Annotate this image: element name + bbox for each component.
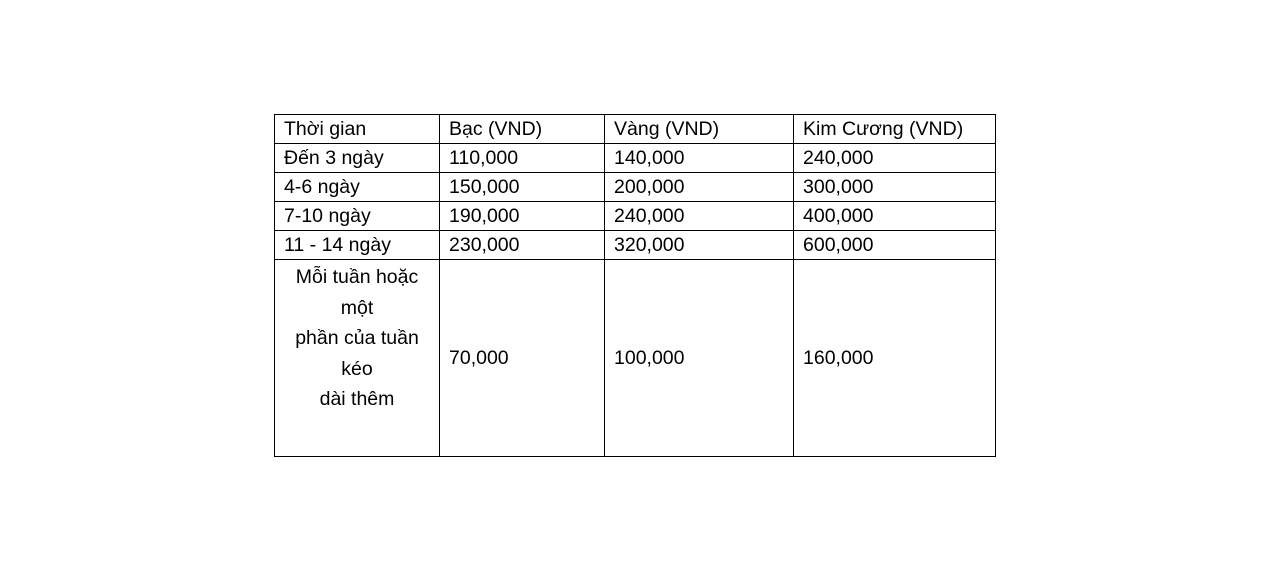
table-row xyxy=(275,202,996,231)
price-table xyxy=(274,114,996,457)
extension-label-cell xyxy=(275,260,440,457)
header-cell-gold: Vàng (VND) xyxy=(605,115,794,144)
silver-price-cell: 230,000 xyxy=(440,231,605,260)
silver-price-cell: 190,000 xyxy=(440,202,605,231)
table-row xyxy=(275,144,996,173)
diamond-price-cell: 160,000 xyxy=(794,260,996,457)
gold-price-cell: 320,000 xyxy=(605,231,794,260)
extension-label-line: một xyxy=(340,296,374,319)
table-row xyxy=(275,173,996,202)
duration-cell: 7-10 ngày xyxy=(275,202,440,231)
gold-price-cell: 140,000 xyxy=(605,144,794,173)
silver-price-cell: 70,000 xyxy=(440,260,605,457)
header-cell-silver: Bạc (VND) xyxy=(440,115,605,144)
diamond-price-cell: 600,000 xyxy=(794,231,996,260)
extension-label-line: kéo xyxy=(341,357,373,380)
duration-cell: 4-6 ngày xyxy=(275,173,440,202)
table-row xyxy=(275,231,996,260)
header-cell-duration: Thời gian xyxy=(275,115,440,144)
diamond-price-cell: 300,000 xyxy=(794,173,996,202)
table-header-row xyxy=(275,115,996,144)
silver-price-cell: 110,000 xyxy=(440,144,605,173)
extension-label-line: dài thêm xyxy=(319,388,395,410)
extension-row xyxy=(275,260,996,457)
extension-label-line: phần của tuần xyxy=(295,327,419,349)
gold-price-cell: 100,000 xyxy=(605,260,794,457)
duration-cell: 11 - 14 ngày xyxy=(275,231,440,260)
extension-label-line: Mỗi tuần hoặc xyxy=(295,266,419,288)
diamond-price-cell: 400,000 xyxy=(794,202,996,231)
gold-price-cell: 200,000 xyxy=(605,173,794,202)
diamond-price-cell: 240,000 xyxy=(794,144,996,173)
duration-cell: Đến 3 ngày xyxy=(275,144,440,173)
silver-price-cell: 150,000 xyxy=(440,173,605,202)
gold-price-cell: 240,000 xyxy=(605,202,794,231)
header-cell-diamond: Kim Cương (VND) xyxy=(794,115,996,144)
